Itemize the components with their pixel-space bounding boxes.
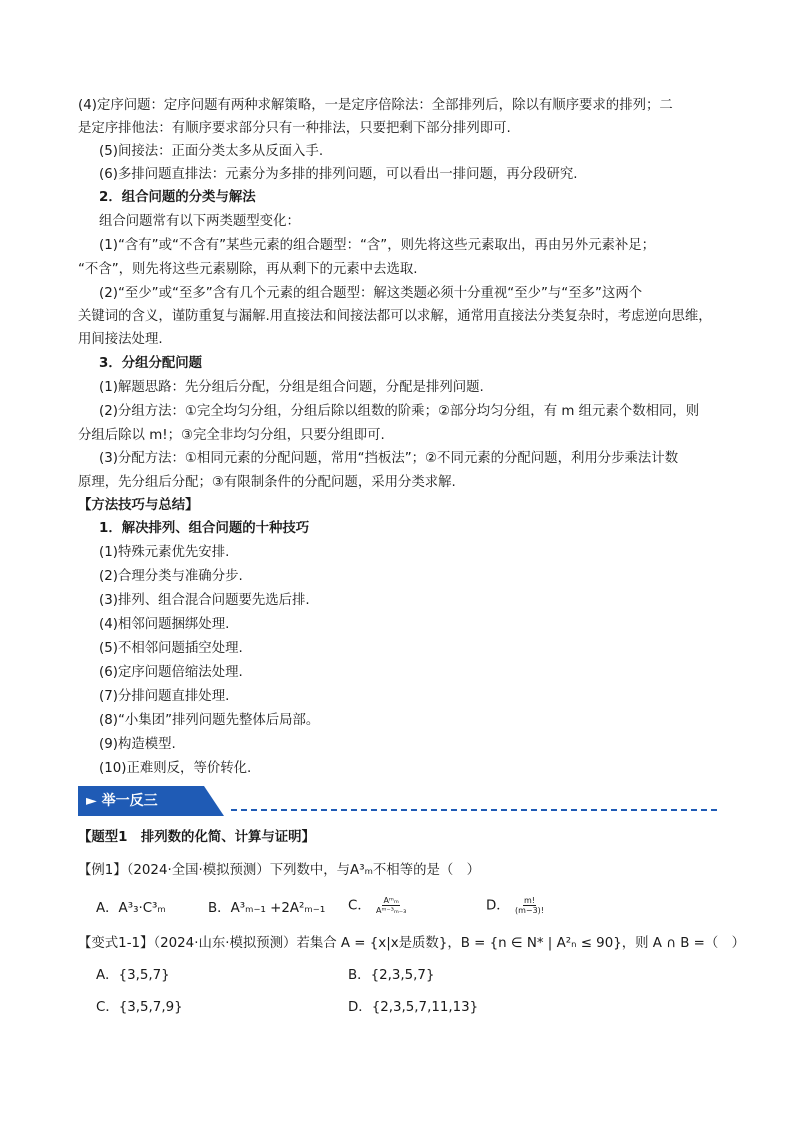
paragraph-line: (1)“含有”或“不含有”某些元素的组合题型：“含”，则先将这些元素取出，再由另外元素补足； — [99, 238, 656, 253]
tip-item: (7)分排问题直排处理. — [99, 689, 230, 704]
option-d — [486, 896, 545, 916]
banner-label: ► 举一反三 — [86, 793, 158, 809]
paragraph-line: 组合问题常有以下两类题型变化： — [99, 214, 300, 229]
paragraph-line: (2)分组方法：①完全均匀分组，分组后除以组数的阶乘；②部分均匀分组，有 m 组元素个数相同，则 — [99, 404, 700, 419]
paragraph-line: (6)多排问题直排法：元素分为多排的排列问题，可以看出一排问题，再分段研究. — [99, 167, 578, 182]
fraction — [514, 896, 545, 915]
tip-item: (5)不相邻问题插空处理. — [99, 641, 243, 656]
section-heading: 1．解决排列、组合问题的十种技巧 — [99, 521, 310, 536]
paragraph-line: (1)解题思路：先分组后分配，分组是组合问题，分配是排列问题. — [99, 380, 484, 395]
option-a: A．{3,5,7} — [96, 968, 170, 983]
method-title: 【方法技巧与总结】 — [78, 498, 199, 513]
paragraph-line: (5)间接法：正面分类太多从反面入手. — [99, 144, 324, 159]
fraction — [375, 896, 407, 915]
section-heading: 3．分组分配问题 — [99, 356, 203, 371]
tip-item: (6)定序问题倍缩法处理. — [99, 665, 243, 680]
fraction-denominator: Aᵐ⁻³ₘ₋₃ — [376, 906, 407, 915]
section-banner — [78, 786, 224, 816]
section-heading: 2．组合问题的分类与解法 — [99, 190, 256, 205]
example-stem: 【例1】（2024·全国·模拟预测）下列数中，与A³ₘ不相等的是（ ） — [78, 863, 481, 878]
tip-item: (3)排列、组合混合问题要先选后排. — [99, 593, 310, 608]
tip-item: (2)合理分类与准确分步. — [99, 569, 243, 584]
option-b: B．{2,3,5,7} — [348, 968, 435, 983]
option-d-letter: D． — [486, 898, 510, 914]
option-c — [348, 896, 407, 916]
paragraph-line: “不含”，则先将这些元素剔除，再从剩下的元素中去选取. — [78, 262, 418, 277]
option-c: C．{3,5,7,9} — [96, 1000, 183, 1015]
paragraph-line: 分组后除以 m!；③完全非均匀分组，只要分组即可. — [78, 428, 385, 443]
paragraph-line: 关键词的含义，谨防重复与漏解.用直接法和间接法都可以求解，通常用直接法分类复杂时，考虑逆向思维， — [78, 309, 712, 324]
paragraph-line: (4)定序问题：定序问题有两种求解策略，一是定序倍除法：全部排列后，除以有顺序要求的排列；二 — [78, 98, 673, 113]
variant-stem: 【变式1-1】（2024·山东·模拟预测）若集合 A = {x|x是质数}，B = {n ∈ N* | A²ₙ ≤ 90}，则 A ∩ B =（ ） — [78, 936, 746, 951]
paragraph-line: 原理，先分组后分配；③有限制条件的分配问题，采用分类求解. — [78, 475, 456, 490]
paragraph-line: (3)分配方法：①相同元素的分配问题，常用“挡板法”；②不同元素的分配问题，利用分步乘法计数 — [99, 451, 679, 466]
paragraph-line: (2)“至少”或“至多”含有几个元素的组合题型：解这类题必须十分重视“至少”与“至多”这两个 — [99, 286, 643, 301]
tip-item: (1)特殊元素优先安排. — [99, 545, 230, 560]
tip-item: (4)相邻问题捆绑处理. — [99, 617, 230, 632]
fraction-numerator: Aᵐₘ — [383, 896, 399, 905]
banner-dashed-divider — [231, 809, 717, 811]
topic-title: 【题型1 排列数的化简、计算与证明】 — [78, 830, 315, 845]
tip-item: (8)“小集团”排列问题先整体后局部。 — [99, 713, 320, 728]
option-d: D．{2,3,5,7,11,13} — [348, 1000, 479, 1015]
option-b: B．A³ₘ₋₁ +2A²ₘ₋₁ — [208, 901, 326, 916]
option-a: A．A³₃·C³ₘ — [96, 901, 166, 916]
paragraph-line: 用间接法处理. — [78, 332, 163, 347]
fraction-denominator: (m−3)! — [514, 906, 545, 915]
option-c-letter: C． — [348, 898, 371, 914]
fraction-numerator: m! — [523, 896, 535, 905]
tip-item: (10)正难则反，等价转化. — [99, 761, 252, 776]
paragraph-line: 是定序排他法：有顺序要求部分只有一种排法，只要把剩下部分排列即可. — [78, 121, 511, 136]
tip-item: (9)构造模型. — [99, 737, 176, 752]
